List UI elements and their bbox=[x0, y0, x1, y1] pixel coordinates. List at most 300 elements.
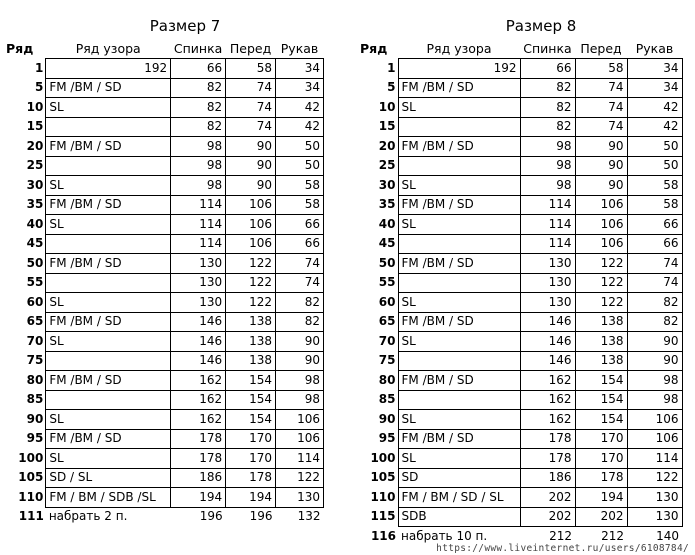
front-cell: 202 bbox=[575, 507, 627, 527]
back-cell: 146 bbox=[171, 312, 226, 332]
pattern-cell bbox=[46, 117, 171, 137]
pattern-cell bbox=[46, 488, 171, 508]
size-8-title: Размер 8 bbox=[505, 17, 577, 35]
back-cell: 178 bbox=[520, 449, 575, 469]
back-cell: 178 bbox=[520, 429, 575, 449]
pattern-cell bbox=[46, 468, 171, 488]
row-number: 70 bbox=[378, 333, 396, 348]
back-cell: 162 bbox=[171, 390, 226, 410]
back-cell: 98 bbox=[171, 156, 226, 176]
back-cell: 178 bbox=[171, 429, 226, 449]
back-cell: 66 bbox=[520, 59, 575, 79]
sleeve-cell: 114 bbox=[276, 449, 324, 469]
pattern-text: SL bbox=[401, 450, 416, 465]
table-row bbox=[360, 59, 682, 79]
row-number: 70 bbox=[26, 333, 44, 348]
sleeve-cell: 74 bbox=[627, 254, 682, 274]
pattern-text: SL bbox=[49, 216, 64, 231]
front-cell: 196 bbox=[249, 509, 273, 524]
row-number: 30 bbox=[26, 177, 44, 192]
sleeve-cell: 130 bbox=[276, 488, 324, 508]
pattern-cell bbox=[46, 429, 171, 449]
back-cell: 196 bbox=[199, 509, 223, 524]
front-cell: 74 bbox=[575, 78, 627, 98]
front-cell: 138 bbox=[575, 312, 627, 332]
sleeve-cell: 74 bbox=[627, 273, 682, 293]
table-row bbox=[360, 195, 682, 215]
back-cell: 98 bbox=[520, 156, 575, 176]
table-row bbox=[6, 488, 324, 508]
pattern-cell: набрать 2 п. bbox=[48, 509, 128, 524]
sleeve-cell: 42 bbox=[276, 117, 324, 137]
row-number: 15 bbox=[378, 119, 396, 134]
back-cell: 114 bbox=[171, 215, 226, 235]
back-cell: 178 bbox=[171, 449, 226, 469]
pattern-cell bbox=[46, 234, 171, 254]
row-number: 1 bbox=[387, 60, 396, 75]
front-cell: 90 bbox=[575, 137, 627, 157]
front-cell: 58 bbox=[575, 59, 627, 79]
front-cell: 74 bbox=[226, 98, 276, 118]
back-cell: 162 bbox=[171, 371, 226, 391]
sleeve-cell: 58 bbox=[276, 195, 324, 215]
header-pattern: Ряд узора bbox=[426, 40, 492, 56]
pattern-cell bbox=[398, 468, 520, 488]
cast-on-count: 192 bbox=[493, 60, 517, 75]
back-cell: 162 bbox=[520, 390, 575, 410]
pattern-text: FM /BM / SD bbox=[401, 372, 474, 387]
header-front: Перед bbox=[229, 40, 272, 56]
size-7-body bbox=[6, 59, 324, 527]
sleeve-cell: 90 bbox=[627, 351, 682, 371]
pattern-cell bbox=[398, 176, 520, 196]
pattern-text: FM /BM / SD bbox=[401, 197, 474, 212]
row-number: 116 bbox=[370, 528, 396, 543]
sleeve-cell: 42 bbox=[276, 98, 324, 118]
back-cell: 146 bbox=[171, 332, 226, 352]
pattern-cell bbox=[398, 156, 520, 176]
row-number: 95 bbox=[26, 431, 44, 446]
front-cell: 138 bbox=[575, 351, 627, 371]
table-row bbox=[6, 312, 324, 332]
pattern-cell bbox=[46, 98, 171, 118]
row-number: 80 bbox=[378, 372, 396, 387]
pattern-cell bbox=[398, 351, 520, 371]
table-row bbox=[360, 312, 682, 332]
front-cell: 212 bbox=[601, 528, 624, 543]
table-row bbox=[360, 507, 682, 527]
front-cell: 74 bbox=[575, 117, 627, 137]
pattern-text: SL bbox=[401, 99, 416, 114]
back-cell: 130 bbox=[171, 293, 226, 313]
sleeve-cell: 106 bbox=[627, 410, 682, 430]
table-row bbox=[360, 215, 682, 235]
row-number: 45 bbox=[378, 236, 396, 251]
header-back: Спинка bbox=[173, 40, 223, 56]
header-back: Спинка bbox=[523, 40, 572, 56]
table-row bbox=[360, 410, 682, 430]
table-row bbox=[360, 468, 682, 488]
sleeve-cell: 82 bbox=[627, 293, 682, 313]
back-cell: 146 bbox=[171, 351, 226, 371]
back-cell: 66 bbox=[171, 59, 226, 79]
pattern-cell bbox=[398, 137, 520, 157]
pattern-cell bbox=[398, 117, 520, 137]
sleeve-cell: 66 bbox=[627, 215, 682, 235]
front-cell: 122 bbox=[226, 293, 276, 313]
table-row bbox=[360, 273, 682, 293]
pattern-text: FM /BM / SD bbox=[401, 138, 474, 153]
sleeve-cell: 50 bbox=[627, 156, 682, 176]
table-row bbox=[360, 234, 682, 254]
table-row bbox=[6, 215, 324, 235]
sleeve-cell: 82 bbox=[627, 312, 682, 332]
size-8-body bbox=[360, 59, 682, 546]
pattern-cell bbox=[46, 195, 171, 215]
back-cell: 82 bbox=[520, 98, 575, 118]
table-row bbox=[6, 332, 324, 352]
row-number: 60 bbox=[378, 294, 396, 309]
pattern-cell bbox=[398, 273, 520, 293]
pattern-text: SL bbox=[49, 294, 64, 309]
table-row bbox=[6, 371, 324, 391]
sleeve-cell: 106 bbox=[627, 429, 682, 449]
back-cell: 114 bbox=[171, 234, 226, 254]
pattern-text: FM /BM / SD bbox=[49, 431, 122, 446]
header-row-number: Ряд bbox=[6, 40, 34, 56]
pattern-cell bbox=[398, 371, 520, 391]
row-number: 75 bbox=[378, 353, 396, 368]
table-row bbox=[360, 351, 682, 371]
row-number: 65 bbox=[378, 314, 396, 329]
front-cell: 106 bbox=[226, 195, 276, 215]
back-cell: 162 bbox=[520, 410, 575, 430]
sleeve-cell: 58 bbox=[627, 176, 682, 196]
pattern-cell bbox=[46, 176, 171, 196]
row-number: 115 bbox=[370, 509, 396, 524]
row-number: 1 bbox=[34, 60, 44, 75]
back-cell: 212 bbox=[549, 528, 572, 543]
pattern-text: FM /BM / SD bbox=[49, 372, 122, 387]
front-cell: 138 bbox=[575, 332, 627, 352]
table-row bbox=[6, 351, 324, 371]
size-8-table bbox=[360, 38, 683, 546]
row-number: 65 bbox=[26, 314, 44, 329]
back-cell: 98 bbox=[171, 137, 226, 157]
pattern-cell bbox=[46, 371, 171, 391]
sleeve-cell: 42 bbox=[627, 98, 682, 118]
pattern-cell bbox=[398, 390, 520, 410]
front-cell: 178 bbox=[575, 468, 627, 488]
sleeve-cell: 66 bbox=[627, 234, 682, 254]
front-cell: 74 bbox=[575, 98, 627, 118]
sleeve-cell: 122 bbox=[276, 468, 324, 488]
table-row bbox=[6, 254, 324, 274]
cast-on-count: 192 bbox=[144, 60, 168, 75]
sleeve-cell: 130 bbox=[627, 488, 682, 508]
size-8-block bbox=[360, 14, 684, 546]
sleeve-cell: 106 bbox=[276, 410, 324, 430]
back-cell: 82 bbox=[520, 78, 575, 98]
row-number: 25 bbox=[26, 158, 44, 173]
size-7-block bbox=[6, 14, 324, 526]
back-cell: 162 bbox=[520, 371, 575, 391]
front-cell: 74 bbox=[226, 117, 276, 137]
front-cell: 194 bbox=[226, 488, 276, 508]
sleeve-cell: 34 bbox=[276, 59, 324, 79]
pattern-cell: набрать 10 п. bbox=[401, 528, 488, 543]
row-number: 90 bbox=[26, 411, 44, 426]
back-cell: 130 bbox=[520, 293, 575, 313]
sleeve-cell: 90 bbox=[276, 332, 324, 352]
row-number: 10 bbox=[378, 99, 396, 114]
row-number: 50 bbox=[26, 255, 44, 270]
front-cell: 58 bbox=[226, 59, 276, 79]
row-number: 85 bbox=[378, 392, 396, 407]
back-cell: 82 bbox=[520, 117, 575, 137]
header-sleeve: Рукав bbox=[635, 40, 674, 56]
pattern-cell bbox=[46, 273, 171, 293]
pattern-text: SL bbox=[49, 99, 64, 114]
pattern-cell bbox=[398, 410, 520, 430]
table-row bbox=[6, 410, 324, 430]
sleeve-cell: 140 bbox=[656, 528, 679, 543]
front-cell: 170 bbox=[575, 449, 627, 469]
table-row bbox=[6, 78, 324, 98]
table-row bbox=[360, 449, 682, 469]
pattern-cell bbox=[46, 137, 171, 157]
header-pattern: Ряд узора bbox=[75, 40, 141, 56]
back-cell: 98 bbox=[171, 176, 226, 196]
front-cell: 122 bbox=[226, 254, 276, 274]
row-number: 20 bbox=[26, 138, 44, 153]
table-row bbox=[6, 234, 324, 254]
pattern-text: SL bbox=[49, 177, 64, 192]
row-number: 50 bbox=[378, 255, 396, 270]
back-cell: 114 bbox=[171, 195, 226, 215]
row-number: 100 bbox=[370, 450, 396, 465]
front-cell: 90 bbox=[575, 176, 627, 196]
row-number: 110 bbox=[370, 489, 396, 504]
sleeve-cell: 98 bbox=[276, 390, 324, 410]
pattern-cell bbox=[46, 390, 171, 410]
sleeve-cell: 132 bbox=[297, 509, 321, 524]
table-row bbox=[360, 137, 682, 157]
table-row bbox=[360, 488, 682, 508]
back-cell: 114 bbox=[520, 195, 575, 215]
pattern-text: SL bbox=[401, 333, 416, 348]
pattern-cell bbox=[398, 449, 520, 469]
row-number: 40 bbox=[26, 216, 44, 231]
pattern-text: SD / SL bbox=[49, 470, 93, 485]
table-row bbox=[6, 449, 324, 469]
pattern-cell bbox=[398, 429, 520, 449]
pattern-text: SL bbox=[401, 411, 416, 426]
back-cell: 162 bbox=[171, 410, 226, 430]
sleeve-cell: 82 bbox=[276, 312, 324, 332]
row-number: 15 bbox=[26, 119, 44, 134]
back-cell: 202 bbox=[520, 488, 575, 508]
pattern-text: SL bbox=[401, 294, 416, 309]
pattern-cell bbox=[398, 488, 520, 508]
row-number: 111 bbox=[18, 509, 44, 523]
table-row bbox=[6, 273, 324, 293]
table-row bbox=[6, 98, 324, 118]
front-cell: 194 bbox=[575, 488, 627, 508]
sleeve-cell: 98 bbox=[276, 371, 324, 391]
table-row bbox=[360, 332, 682, 352]
sleeve-cell: 34 bbox=[276, 78, 324, 98]
sleeve-cell: 74 bbox=[276, 254, 324, 274]
front-cell: 170 bbox=[226, 449, 276, 469]
table-row bbox=[6, 468, 324, 488]
sleeve-cell: 42 bbox=[627, 117, 682, 137]
pattern-text: FM / BM / SDB /SL bbox=[49, 489, 156, 504]
table-row bbox=[6, 390, 324, 410]
front-cell: 90 bbox=[226, 137, 276, 157]
pattern-text: SL bbox=[49, 411, 64, 426]
back-cell: 114 bbox=[520, 215, 575, 235]
row-number: 85 bbox=[26, 392, 44, 407]
front-cell: 138 bbox=[226, 332, 276, 352]
table-row bbox=[360, 117, 682, 137]
front-cell: 138 bbox=[226, 351, 276, 371]
pattern-text: FM /BM / SD bbox=[49, 138, 122, 153]
back-cell: 82 bbox=[171, 117, 226, 137]
back-cell: 130 bbox=[520, 273, 575, 293]
row-number: 45 bbox=[26, 236, 44, 251]
back-cell: 82 bbox=[171, 78, 226, 98]
pattern-text: SL bbox=[401, 216, 416, 231]
pattern-cell bbox=[46, 410, 171, 430]
back-cell: 202 bbox=[520, 507, 575, 527]
pattern-cell bbox=[46, 59, 171, 79]
pattern-text: FM /BM / SD bbox=[49, 197, 122, 212]
sleeve-cell: 98 bbox=[627, 390, 682, 410]
sleeve-cell: 66 bbox=[276, 234, 324, 254]
pattern-cell bbox=[398, 59, 520, 79]
pattern-text: FM /BM / SD bbox=[401, 314, 474, 329]
final-row bbox=[6, 507, 324, 526]
pattern-text: SL bbox=[49, 450, 64, 465]
front-cell: 122 bbox=[226, 273, 276, 293]
table-row bbox=[6, 156, 324, 176]
pattern-text: SD bbox=[401, 470, 419, 485]
row-number: 60 bbox=[26, 294, 44, 309]
pattern-cell bbox=[398, 293, 520, 313]
table-row bbox=[6, 176, 324, 196]
front-cell: 122 bbox=[575, 254, 627, 274]
table-row bbox=[360, 98, 682, 118]
row-number: 110 bbox=[18, 489, 44, 504]
pattern-text: FM / BM / SD / SL bbox=[401, 489, 504, 504]
back-cell: 146 bbox=[520, 312, 575, 332]
pattern-cell bbox=[46, 351, 171, 371]
front-cell: 154 bbox=[226, 410, 276, 430]
row-number: 5 bbox=[387, 80, 396, 95]
table-row bbox=[6, 137, 324, 157]
row-number: 95 bbox=[378, 431, 396, 446]
front-cell: 90 bbox=[226, 156, 276, 176]
sleeve-cell: 106 bbox=[276, 429, 324, 449]
pattern-cell bbox=[398, 78, 520, 98]
table-row bbox=[360, 371, 682, 391]
front-cell: 170 bbox=[226, 429, 276, 449]
row-number: 35 bbox=[378, 197, 396, 212]
pattern-cell bbox=[398, 254, 520, 274]
back-cell: 194 bbox=[171, 488, 226, 508]
back-cell: 130 bbox=[171, 254, 226, 274]
pattern-text: FM /BM / SD bbox=[49, 314, 122, 329]
pattern-text: FM /BM / SD bbox=[401, 431, 474, 446]
pattern-text: SL bbox=[49, 333, 64, 348]
pattern-cell bbox=[46, 156, 171, 176]
front-cell: 106 bbox=[575, 234, 627, 254]
table-row bbox=[6, 195, 324, 215]
row-number: 105 bbox=[18, 470, 44, 485]
pattern-cell bbox=[398, 234, 520, 254]
pattern-text: FM /BM / SD bbox=[49, 80, 122, 95]
header-row bbox=[6, 38, 324, 59]
sleeve-cell: 74 bbox=[276, 273, 324, 293]
table-row bbox=[360, 254, 682, 274]
table-row bbox=[6, 59, 324, 79]
table-row bbox=[6, 117, 324, 137]
sleeve-cell: 34 bbox=[627, 78, 682, 98]
pattern-text: FM /BM / SD bbox=[401, 80, 474, 95]
sleeve-cell: 114 bbox=[627, 449, 682, 469]
front-cell: 154 bbox=[575, 410, 627, 430]
back-cell: 186 bbox=[171, 468, 226, 488]
front-cell: 106 bbox=[575, 195, 627, 215]
table-row bbox=[360, 78, 682, 98]
row-number: 40 bbox=[378, 216, 396, 231]
header-row-number: Ряд bbox=[360, 40, 388, 56]
header-front: Перед bbox=[580, 40, 622, 56]
row-number: 75 bbox=[26, 353, 44, 368]
row-number: 105 bbox=[370, 470, 396, 485]
sleeve-cell: 66 bbox=[276, 215, 324, 235]
sleeve-cell: 90 bbox=[627, 332, 682, 352]
row-number: 35 bbox=[26, 197, 44, 212]
pattern-cell bbox=[46, 449, 171, 469]
front-cell: 106 bbox=[226, 234, 276, 254]
row-number: 55 bbox=[378, 275, 396, 290]
pattern-text: SL bbox=[401, 177, 416, 192]
sleeve-cell: 58 bbox=[276, 176, 324, 196]
sleeve-cell: 98 bbox=[627, 371, 682, 391]
pattern-cell bbox=[46, 78, 171, 98]
table-row bbox=[360, 176, 682, 196]
row-number: 30 bbox=[378, 177, 396, 192]
front-cell: 122 bbox=[575, 273, 627, 293]
front-cell: 154 bbox=[226, 390, 276, 410]
pattern-cell bbox=[46, 293, 171, 313]
pattern-text: FM /BM / SD bbox=[49, 255, 122, 270]
back-cell: 146 bbox=[520, 351, 575, 371]
back-cell: 98 bbox=[520, 176, 575, 196]
pattern-cell bbox=[398, 195, 520, 215]
pattern-cell bbox=[46, 215, 171, 235]
front-cell: 170 bbox=[575, 429, 627, 449]
row-number: 5 bbox=[34, 80, 44, 95]
pattern-cell bbox=[46, 312, 171, 332]
size-7-table bbox=[6, 38, 324, 526]
sleeve-cell: 82 bbox=[276, 293, 324, 313]
table-row bbox=[360, 293, 682, 313]
front-cell: 90 bbox=[575, 156, 627, 176]
back-cell: 186 bbox=[520, 468, 575, 488]
